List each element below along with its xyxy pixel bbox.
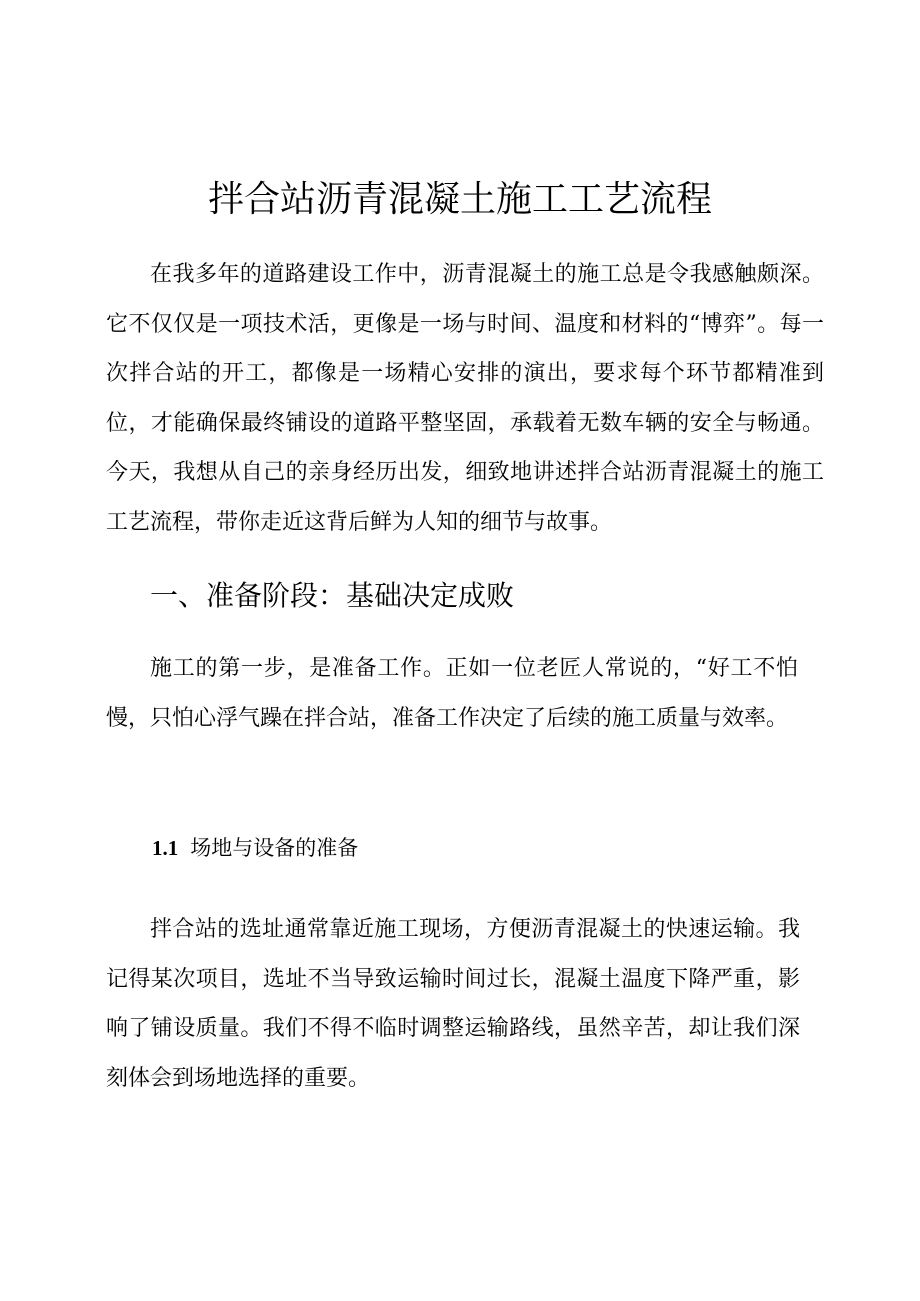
subsection-number: 1.1	[152, 836, 179, 860]
section-1-heading: 一、准备阶段：基础决定成败	[150, 579, 515, 612]
intro-paragraph: 在我多年的道路建设工作中，沥青混凝土的施工总是令我感触颇深。它不仅仅是一项技术活，更像是一场与时间、温度和材料的“博弈”。每一次拌合站的开工，都像是一场精心安排的演出，要求每个环节都精准到位，才能确保最终铺设的道路平整坚固，承载着无数车辆的安全与畅通。今天，我想从自己的亲身经历出发，细致地讲述拌合站沥青混凝土的施工工艺流程，带你走近这背后鲜为人知的细节与故事。	[106, 262, 824, 535]
document-title: 拌合站沥青混凝土施工工艺流程	[207, 179, 712, 220]
subsection-1-1-paragraph: 拌合站的选址通常靠近施工现场，方便沥青混凝土的快速运输。我记得某次项目，选址不当导致运输时间过长，混凝土温度下降严重，影响了铺设质量。我们不得不临时调整运输路线，虽然辛苦，却让我们深刻体会到场地选择的重要。	[106, 917, 800, 1091]
subsection-1-1-heading	[152, 831, 358, 865]
section-1-paragraph: 施工的第一步，是准备工作。正如一位老匠人常说的，“好工不怕慢，只怕心浮气躁在拌合站，准备工作决定了后续的施工质量与效率。	[106, 656, 798, 731]
subsection-title: 场地与设备的准备	[190, 836, 359, 860]
